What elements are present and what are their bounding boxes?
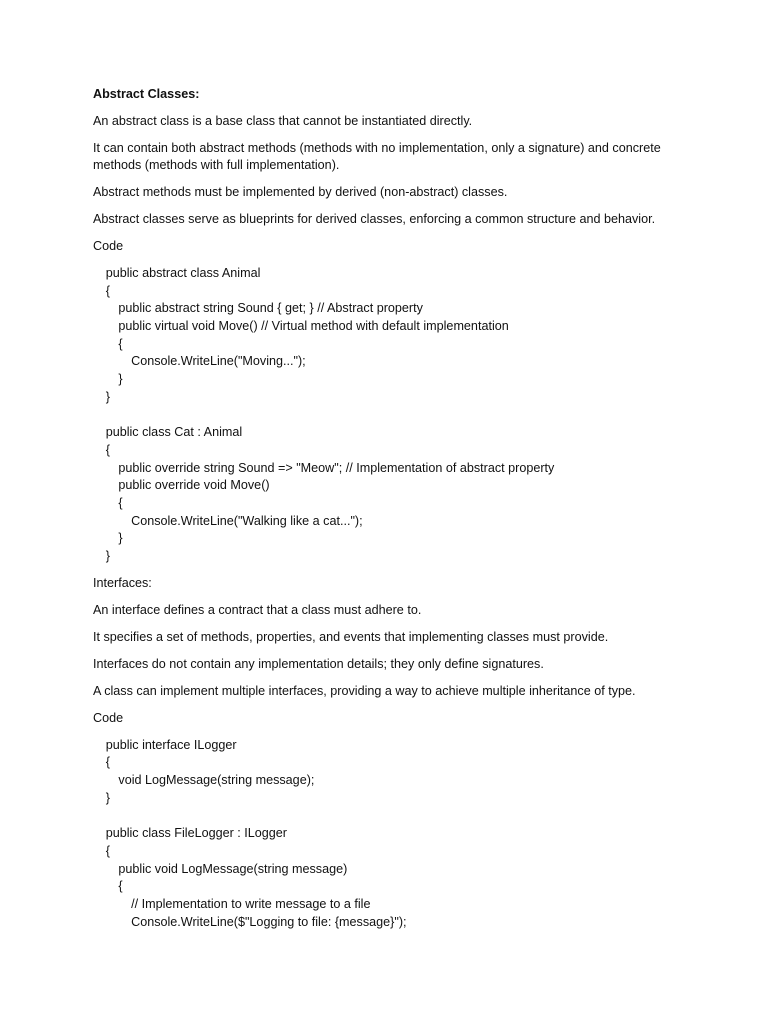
paragraph: An interface defines a contract that a class must adhere to. — [93, 602, 422, 617]
code-line: void LogMessage(string message); — [118, 773, 315, 788]
paragraph: Interfaces do not contain any implementation details; they only define signatures. — [93, 656, 544, 671]
paragraph: An abstract class is a base class that cannot be instantiated directly. — [93, 114, 473, 128]
paragraph: Abstract classes serve as blueprints for derived classes, enforcing a common structure and behavior. — [93, 212, 656, 226]
paragraph: A class can implement multiple interfaces, providing a way to achieve multiple inheritance of type. — [93, 683, 636, 698]
code-line: { — [105, 442, 110, 457]
code-line: public override string Sound => "Meow"; // Implementation of abstract property — [118, 460, 555, 475]
code-line: public override void Move() — [118, 478, 270, 493]
code-line: public void LogMessage(string message) — [118, 861, 348, 876]
code-line: { — [118, 495, 123, 510]
code-line: public interface ILogger — [105, 737, 237, 752]
code-line: public class FileLogger : ILogger — [105, 826, 287, 841]
code-line: Console.WriteLine($"Logging to file: {message}"); — [131, 914, 407, 929]
paragraph: Abstract methods must be implemented by derived (non-abstract) classes. — [93, 185, 508, 199]
code-line: } — [118, 372, 123, 387]
code-blank-line — [93, 407, 693, 425]
code-line: public abstract class Animal — [105, 266, 261, 280]
document-page — [93, 86, 693, 940]
code-line: { — [118, 336, 123, 351]
code-line: public abstract string Sound { get; } // Abstract property — [118, 301, 423, 316]
code-block-abstract — [93, 265, 693, 566]
code-line: Console.WriteLine("Walking like a cat..."); — [131, 513, 363, 528]
code-line: public class Cat : Animal — [105, 425, 243, 440]
section-heading-abstract-classes: Abstract Classes: — [93, 87, 200, 101]
code-line: } — [118, 531, 123, 546]
code-line: } — [105, 549, 110, 563]
code-block-interfaces — [93, 737, 693, 932]
section-heading-interfaces: Interfaces: — [93, 575, 152, 590]
code-line: { — [105, 283, 110, 298]
code-line: { — [105, 755, 110, 770]
code-label: Code — [93, 239, 124, 253]
code-label: Code — [93, 710, 124, 725]
paragraph: It specifies a set of methods, properties, and events that implementing classes must provide. — [93, 629, 609, 644]
code-line: public virtual void Move() // Virtual method with default implementation — [118, 319, 509, 334]
code-blank-line — [93, 807, 693, 825]
code-line: { — [105, 843, 110, 858]
code-line: Console.WriteLine("Moving..."); — [131, 354, 306, 369]
code-line: { — [118, 879, 123, 894]
code-line: // Implementation to write message to a file — [131, 896, 371, 911]
paragraph: It can contain both abstract methods (methods with no implementation, only a signature) and concrete methods (methods with full implementation). — [93, 141, 661, 172]
code-line: } — [105, 790, 110, 805]
code-line: } — [105, 389, 110, 404]
